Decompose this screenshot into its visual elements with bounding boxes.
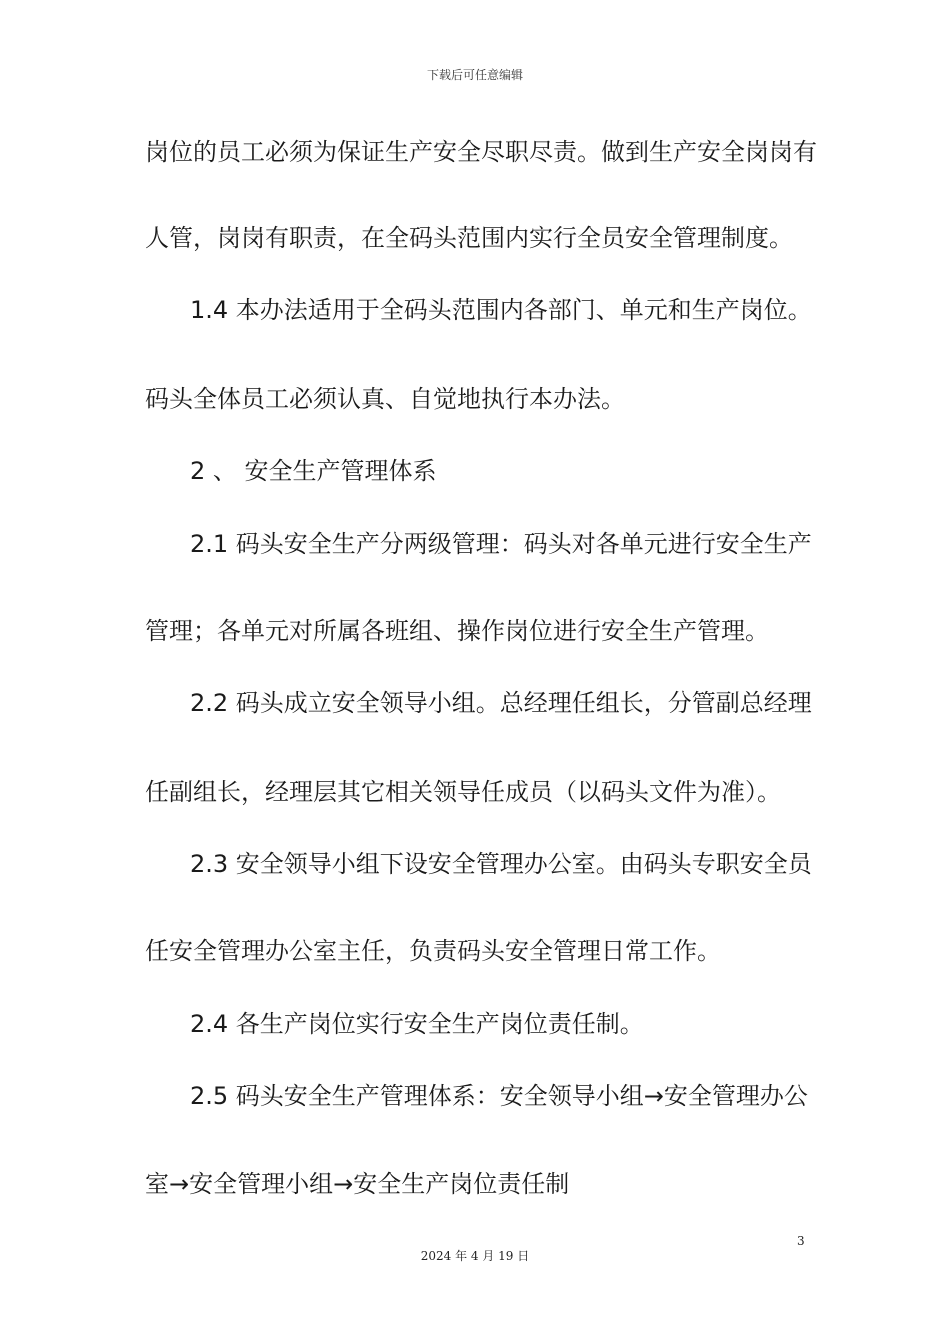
body-line: 2.1 码头安全生产分两级管理：码头对各单元进行安全生产 [190,530,812,558]
page-number: 3 [797,1234,805,1248]
body-line: 任安全管理办公室主任，负责码头安全管理日常工作。 [145,937,721,965]
body-line: 2.3 安全领导小组下设安全管理办公室。由码头专职安全员 [190,850,812,878]
body-line: 室→安全管理小组→安全生产岗位责任制 [145,1170,570,1198]
body-line: 任副组长，经理层其它相关领导任成员（以码头文件为准）。 [145,778,781,806]
body-line: 人管，岗岗有职责，在全码头范围内实行全员安全管理制度。 [145,224,793,252]
body-line: 2.5 码头安全生产管理体系：安全领导小组→安全管理办公 [190,1082,808,1110]
footer-date: 2024 年 4 月 19 日 [420,1249,530,1263]
section-heading: 2 、 安全生产管理体系 [190,457,437,485]
body-line: 管理；各单元对所属各班组、操作岗位进行安全生产管理。 [145,617,769,645]
body-line: 岗位的员工必须为保证生产安全尽职尽责。做到生产安全岗岗有 [145,138,817,166]
page-header: 下载后可任意编辑 [426,68,523,82]
body-line: 1.4 本办法适用于全码头范围内各部门、单元和生产岗位。 [190,296,812,324]
body-line: 2.2 码头成立安全领导小组。总经理任组长，分管副总经理 [190,689,812,717]
body-line: 2.4 各生产岗位实行安全生产岗位责任制。 [190,1010,644,1038]
body-line: 码头全体员工必须认真、自觉地执行本办法。 [145,385,625,413]
